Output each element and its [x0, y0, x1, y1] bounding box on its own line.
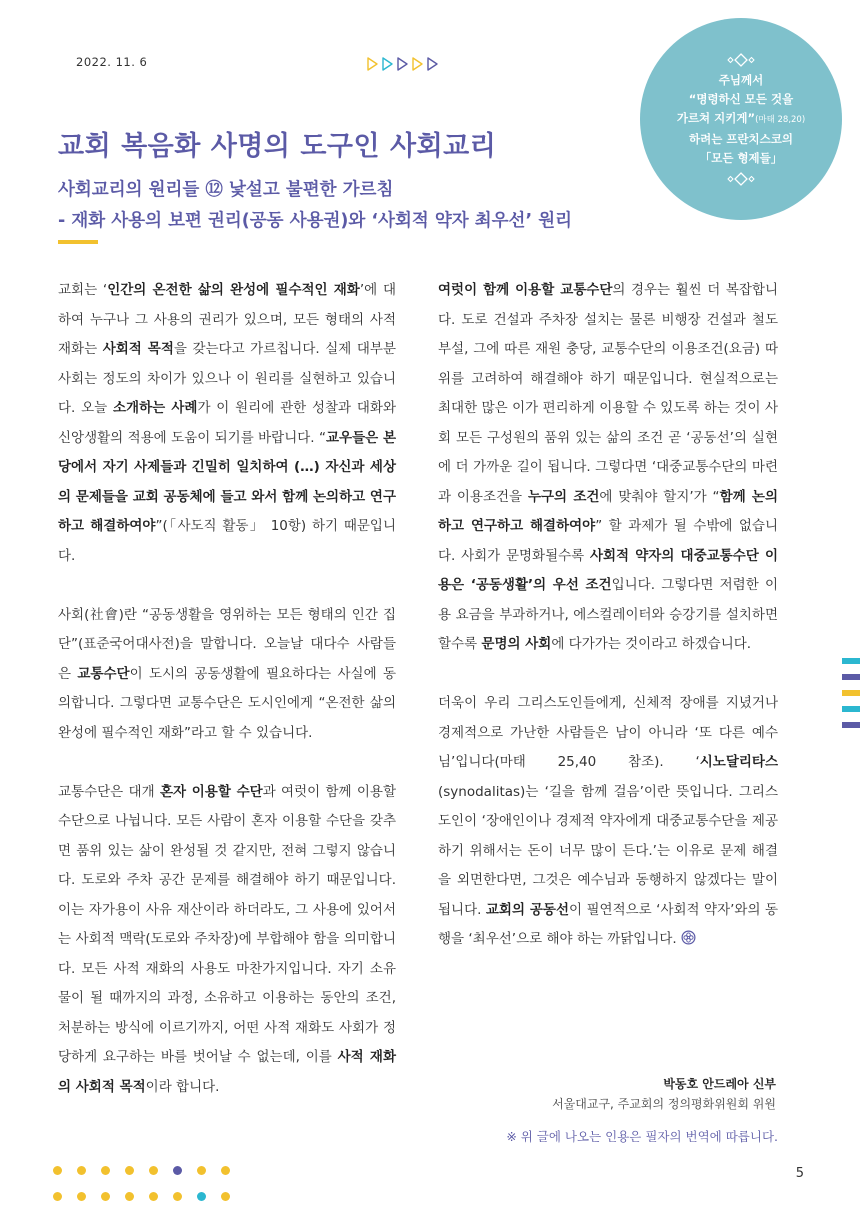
dot — [77, 1166, 86, 1175]
badge-line: 「모든 형제들」 — [699, 150, 783, 165]
side-bar — [842, 674, 860, 680]
side-bar — [842, 722, 860, 728]
diamond-ornament-icon — [720, 172, 762, 186]
decorative-dots — [53, 1166, 230, 1175]
author-block — [552, 1074, 776, 1114]
author-name: 박동호 안드레아 신부 — [663, 1077, 776, 1091]
author-role: 서울대교구, 주교회의 정의평화위원회 위원 — [552, 1097, 776, 1111]
side-accent-bars — [842, 658, 860, 728]
issue-date: 2022. 11. 6 — [76, 55, 148, 69]
paragraph: 더욱이 우리 그리스도인들에게, 신체적 장애를 지녔거나 경제적으로 가난한 사람들은 남이 아니라 ‘또 다른 예수님’입니다(마태 25,40 참조). ‘시노달리타스(synodalitas)는 ‘길을 함께 걸음’이란 뜻입니다. 그리스도인이 ‘장애인이나 경제적 약자에게 대중교통수단을 제공하기 위해서는 돈이 너무 많이 든다.’는 이유로 문제 해결을 외면한다면, 그것은 예수님과 동행하지 않겠다는 말이 됩니다. 교회의 공동선이 필연적으로 ‘사회적 약자’와의 동행을 ‘최우선’으로 해야 하는 까닭입니다. — [438, 695, 778, 947]
dot — [125, 1166, 134, 1175]
dot — [173, 1192, 182, 1201]
diamond-ornament-icon — [720, 53, 762, 67]
paragraph: 사회(社會)란 “공동생활을 영위하는 모든 형태의 인간 집단”(표준국어대사전)을 말합니다. 오늘날 대다수 사람들은 교통수단이 도시의 공동생활에 필요하다는 사실에 동의합니다. 그렇다면 교통수단은 도시인에게 “온전한 삶의 완성에 필수적인 재화”라고 할 수 있습니다. — [58, 606, 396, 741]
flower-end-mark-icon — [681, 930, 696, 945]
translation-note: ※ 위 글에 나오는 인용은 필자의 번역에 따릅니다. — [506, 1129, 778, 1144]
dot — [149, 1166, 158, 1175]
chevron-right-icon — [381, 57, 394, 71]
paragraph: 여럿이 함께 이용할 교통수단의 경우는 훨씬 더 복잡합니다. 도로 건설과 주차장 설치는 물론 비행장 건설과 철도 부설, 그에 따른 재원 충당, 교통수단의 이용조건(요금) 따위를 고려하여 해결해야 하기 때문입니다. 현실적으로는 최대한 많은 이가 편리하게 이용할 수 있도록 하는 것이 사회 모든 구성원의 품위 있는 삶의 조건 곧 ‘공동선’의 실현에 더 가까운 길이 됩니다. 그렇다면 ‘대중교통수단의 마련과 이용조건을 누구의 조건에 맞춰야 할지’가 “함께 논의하고 연구하고 해결하여야” 할 과제가 될 수밖에 없습니다. 사회가 문명화될수록 사회적 약자의 대중교통수단 이용은 ‘공동생활’의 우선 조건입니다. 그렇다면 저렴한 이용 요금을 부과하거나, 에스컬레이터와 승강기를 설치하면 할수록 문명의 사회에 다가가는 것이라고 하겠습니다. — [438, 282, 779, 652]
dot — [197, 1192, 206, 1201]
chevron-right-icon — [426, 57, 439, 71]
side-bar — [842, 706, 860, 712]
left-column — [58, 276, 396, 1102]
dot — [221, 1192, 230, 1201]
chevron-right-icon — [411, 57, 424, 71]
side-bar — [842, 658, 860, 664]
chevron-row — [366, 57, 439, 71]
dot — [53, 1192, 62, 1201]
dot — [101, 1192, 110, 1201]
accent-bar — [58, 240, 98, 244]
page-title: 교회 복음화 사명의 도구인 사회교리 — [58, 131, 497, 162]
badge-line: “명령하신 모든 것을 — [688, 91, 794, 106]
page-number: 5 — [795, 1166, 804, 1181]
subtitle-topic: - 재화 사용의 보편 권리(공동 사용권)와 ‘사회적 약자 최우선’ 원리 — [58, 211, 573, 231]
side-bar — [842, 690, 860, 696]
quote-badge — [640, 18, 842, 220]
dot — [53, 1166, 62, 1175]
dot — [125, 1192, 134, 1201]
decorative-dots — [53, 1192, 230, 1201]
dot — [197, 1166, 206, 1175]
chevron-right-icon — [396, 57, 409, 71]
right-column — [438, 276, 778, 955]
paragraph: 교회는 ‘인간의 온전한 삶의 완성에 필수적인 재화’에 대하여 누구나 그 사용의 권리가 있으며, 모든 형태의 사적 재화는 사회적 목적을 갖는다고 가르칩니다. 실제 대부분 사회는 정도의 차이가 있으나 이 원리를 실현하고 있습니다. 오늘 소개하는 사례가 이 원리에 관한 성찰과 대화와 신앙생활의 적용에 도움이 되기를 바랍니다. “교우들은 본당에서 자기 사제들과 긴밀히 일치하여 (…) 자신과 세상의 문제들을 교회 공동체에 들고 와서 함께 논의하고 연구하고 해결하여야”(「사도직 활동」 10항) 하기 때문입니다. — [58, 282, 397, 564]
chevron-right-icon — [366, 57, 379, 71]
paragraph: 교통수단은 대개 혼자 이용할 수단과 여럿이 함께 이용할 수단으로 나뉩니다. 모든 사람이 혼자 이용할 수단을 갖추면 품위 있는 삶이 완성될 것 같지만, 전혀 그렇지 않습니다. 도로와 주차 공간 문제를 해결해야 하기 때문입니다. 이는 자가용이 사유 재산이라 하더라도, 그 사용에 있어서는 사회적 맥락(도로와 주차장)에 부합해야 함을 의미합니다. 모든 사적 재화의 사용도 마찬가지입니다. 자기 소유물이 될 때까지의 과정, 소유하고 이용하는 동안의 조건, 처분하는 방식에 이르기까지, 어떤 사적 재화도 사회가 정당하게 요구하는 바를 벗어날 수 없는데, 이를 사적 재화의 사회적 목적이라 합니다. — [58, 783, 397, 1095]
dot — [101, 1166, 110, 1175]
subtitle-series: 사회교리의 원리들 ⑫ 낯설고 불편한 가르침 — [58, 180, 394, 200]
badge-line: 하려는 프란치스코의 — [689, 131, 793, 146]
dot — [221, 1166, 230, 1175]
badge-line: 가르쳐 지키게”(마태 28,20) — [676, 110, 806, 125]
dot — [149, 1192, 158, 1201]
badge-line: 주님께서 — [718, 72, 764, 87]
dot — [77, 1192, 86, 1201]
dot — [173, 1166, 182, 1175]
